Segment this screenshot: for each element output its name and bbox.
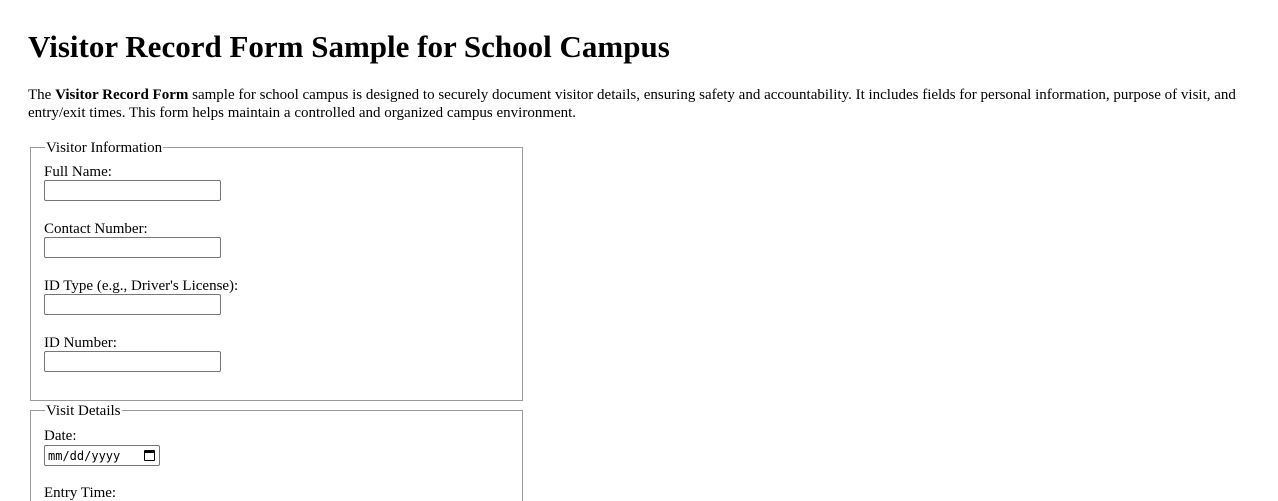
full-name-input[interactable] [44,180,221,201]
visit-details-fieldset [30,403,523,501]
entry-time-label: Entry Time: [44,485,117,501]
date-input[interactable] [44,445,160,466]
intro-text-rest: sample for school campus is designed to securely document visitor details, ensuring safety and accountability. It includes fields for personal information, purpose of visit, and entry/exit times. This form helps maintain a controlled and organized campus environment. [28,87,1236,121]
id-type-label: ID Type (e.g., Driver's License): [44,278,239,294]
full-name-label: Full Name: [44,164,112,180]
visit-details-legend: Visit Details [46,403,121,419]
date-placeholder: mm/dd/yyyy [48,448,121,463]
visitor-information-fieldset [30,140,523,401]
id-type-input[interactable] [44,294,221,315]
intro-text-start: The [28,87,56,103]
date-label: Date: [44,428,77,444]
intro-bold-form-name: Visitor Record Form [55,87,189,103]
intro-paragraph [28,86,1250,122]
id-number-label: ID Number: [44,335,117,351]
id-number-input[interactable] [44,351,221,372]
calendar-icon[interactable] [144,450,155,461]
contact-number-label: Contact Number: [44,221,148,237]
contact-number-input[interactable] [44,237,221,258]
page-title: Visitor Record Form Sample for School Campus [28,29,670,64]
visitor-information-legend: Visitor Information [46,140,163,156]
